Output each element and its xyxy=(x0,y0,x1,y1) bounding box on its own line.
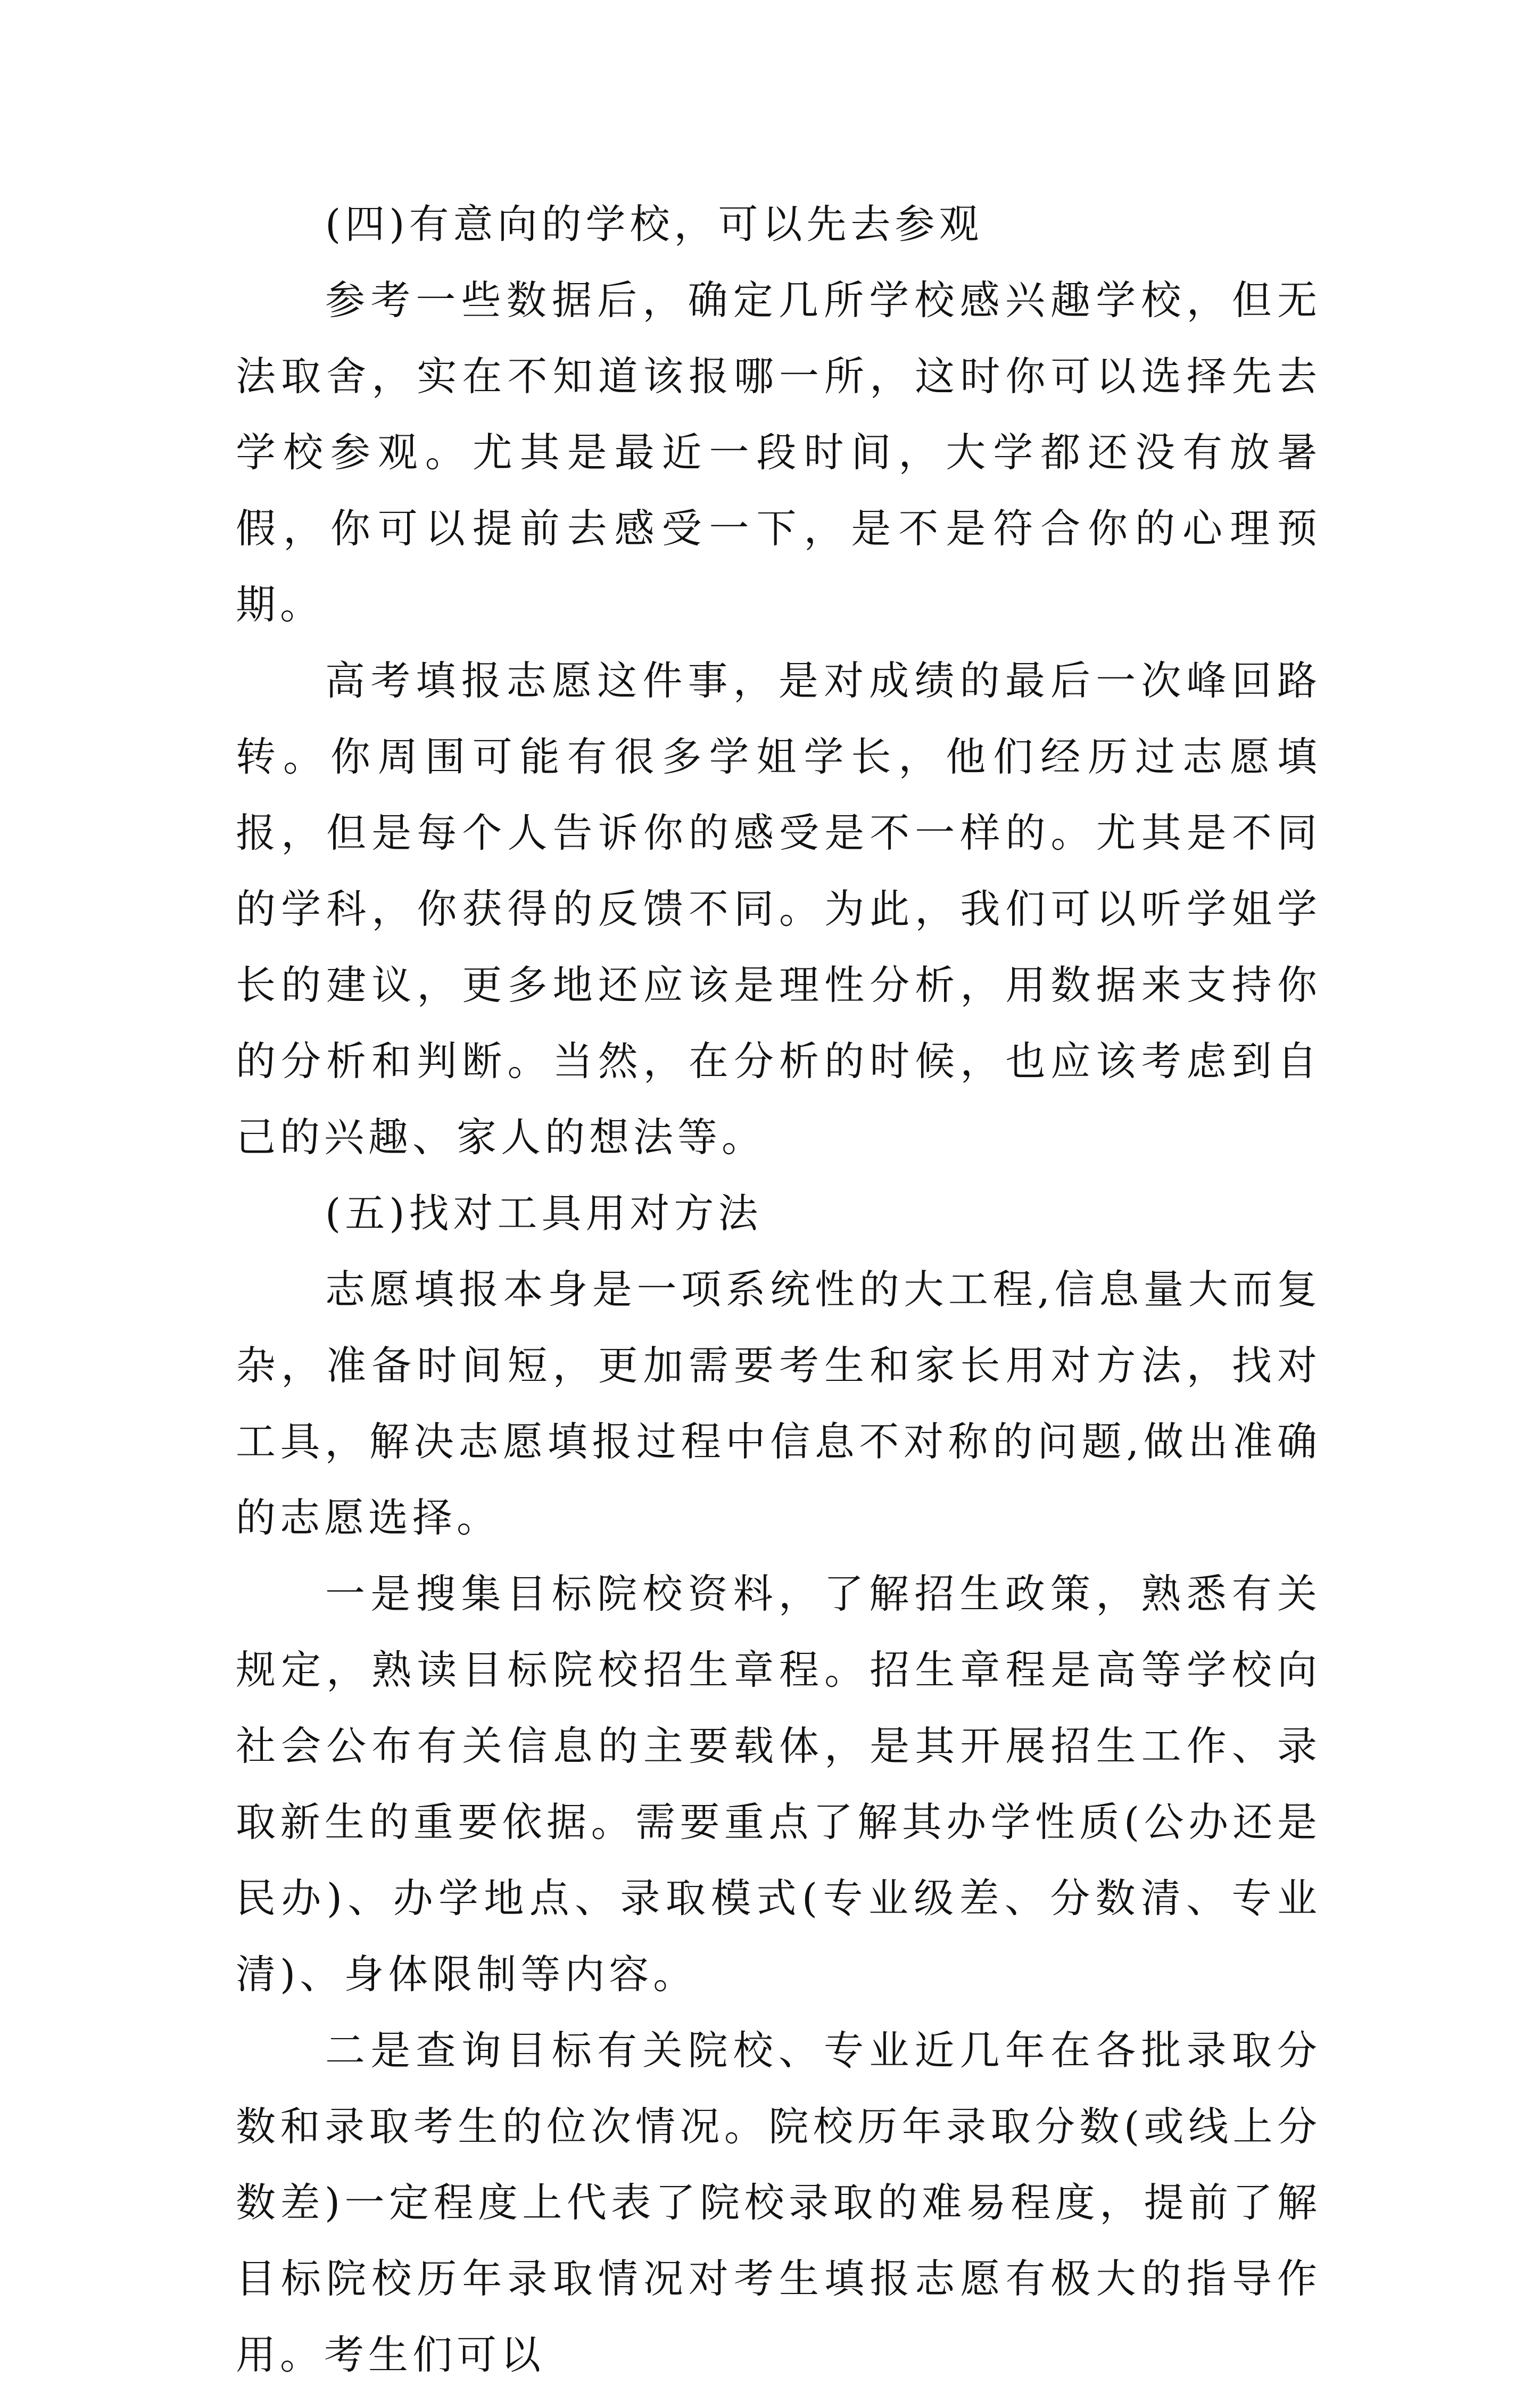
section-heading-4: (四)有意向的学校，可以先去参观 xyxy=(325,201,983,247)
paragraph: 参考一些数据后，确定几所学校感兴趣学校，但无法取舍，实在不知道该报哪一所，这时你可以选择先去学校参观。尤其是最近一段时间，大学都还没有放暑假，你可以提前去感受一下，是不是符合你的心理预期。 xyxy=(236,277,1321,628)
section-heading-5: (五)找对工具用对方法 xyxy=(325,1190,763,1237)
paragraph: 二是查询目标有关院校、专业近几年在各批录取分数和录取考生的位次情况。院校历年录取分数(或线上分数差)一定程度上代表了院校录取的难易程度，提前了解目标院校历年录取情况对考生填报志愿有极大的指导作用。考生们可以 xyxy=(236,2027,1321,2378)
paragraph: 志愿填报本身是一项系统性的大工程,信息量大而复杂，准备时间短，更加需要考生和家长用对方法，找对工具，解决志愿填报过程中信息不对称的问题,做出准确的志愿选择。 xyxy=(236,1266,1321,1541)
paragraph: 一是搜集目标院校资料，了解招生政策，熟悉有关规定，熟读目标院校招生章程。招生章程是高等学校向社会公布有关信息的主要载体，是其开展招生工作、录取新生的重要依据。需要重点了解其办学性质(公办还是民办)、办学地点、录取模式(专业级差、分数清、专业清)、身体限制等内容。 xyxy=(236,1570,1321,1998)
document-body xyxy=(236,186,1321,2393)
paragraph: 高考填报志愿这件事，是对成绩的最后一次峰回路转。你周围可能有很多学姐学长，他们经历过志愿填报，但是每个人告诉你的感受是不一样的。尤其是不同的学科，你获得的反馈不同。为此，我们可以听学姐学长的建议，更多地还应该是理性分析，用数据来支持你的分析和判断。当然，在分析的时候，也应该考虑到自己的兴趣、家人的想法等。 xyxy=(236,657,1321,1161)
